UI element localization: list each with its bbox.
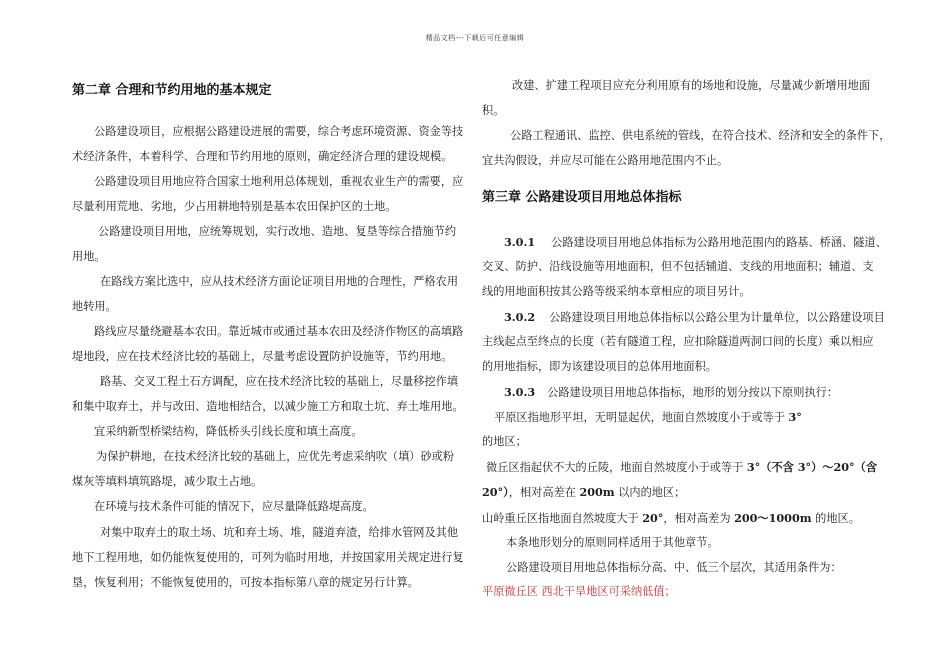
plain-area-definition xyxy=(494,405,802,431)
paragraph-line: 主线起点至终点的长度（若有隧道工程，应扣除隧道两洞口间的长度）乘以相应 xyxy=(482,335,874,348)
clause-3-0-3 xyxy=(504,380,838,406)
paragraph-line: 本条地形划分的原则同样适用于其他章节。 xyxy=(506,536,719,549)
paragraph-line: 公路建设项目，应根据公路建设进展的需要，综合考虑环境资源、资金等技 xyxy=(94,125,464,138)
paragraph-line: 宜采纳新型桥梁结构，降低桥头引线长度和填土高度。 xyxy=(94,425,363,438)
paragraph-line: 线的用地面积按其公路等级采纳本章相应的项目另计。 xyxy=(482,285,751,298)
paragraph-line: 的地区； xyxy=(482,435,527,448)
clause-3-0-2 xyxy=(504,305,885,331)
hill-area-definition xyxy=(486,455,877,481)
paragraph-line: 交叉、防护、沿线设施等用地面积，但不包括辅道、支线的用地面积；辅道、支 xyxy=(482,260,874,273)
text-span: ，相对高差为 xyxy=(663,512,731,525)
height-value: 200m xyxy=(579,485,615,499)
clause-number: 3.0.1 xyxy=(504,235,536,249)
height-range: 200～1000m xyxy=(734,511,812,525)
degree-value: 3° xyxy=(788,410,802,424)
chapter-3-title: 第三章 公路建设项目用地总体指标 xyxy=(482,190,682,205)
clause-text: 公路建设项目用地总体指标以公路公里为计量单位，以公路建设项目 xyxy=(549,311,885,324)
paragraph-line: 宜共沟假设，并应尽可能在公路用地范围内不止。 xyxy=(482,154,729,167)
paragraph-line: 路基、交叉工程土石方调配，应在技术经济比较的基础上，尽量移挖作填 xyxy=(100,375,459,388)
paragraph-line: 公路建设项目用地总体指标分高、中、低三个层次，其适用条件为： xyxy=(506,561,842,574)
text-span: 的地区。 xyxy=(815,512,860,525)
paragraph-line: 垦，恢复利用；不能恢复使用的，可按本指标第八章的规定另行计算。 xyxy=(72,576,419,589)
text-span: 微丘区指起伏不大的丘陵，地面自然坡度小于或等于 xyxy=(486,461,744,474)
highlighted-line: 平原微丘区 西北干旱地区可采纳低值； xyxy=(482,585,676,598)
clause-number: 3.0.2 xyxy=(504,310,536,324)
degree-value: 20°） xyxy=(482,485,509,499)
paragraph-line: 公路工程通讯、监控、供电系统的管线，在符合技术、经济和安全的条件下， xyxy=(510,129,891,142)
paragraph-line: 公路建设项目用地应符合国家土地利用总体规划，重视农业生产的需要，应 xyxy=(94,175,464,188)
clause-text: 公路建设项目用地总体指标，地形的划分按以下原则执行： xyxy=(547,386,839,399)
chapter-2-title: 第二章 合理和节约用地的基本规定 xyxy=(72,83,272,98)
paragraph-line: 路线应尽量绕避基本农田。靠近城市或通过基本农田及经济作物区的高填路 xyxy=(94,325,464,338)
paragraph-line: 和集中取弃土，并与改田、造地相结合，以减少施工方和取土坑、弃土堆用地。 xyxy=(72,400,464,413)
text-span: ，相对高差在 xyxy=(508,486,576,499)
text-span: 山岭重丘区指地面自然坡度大于 xyxy=(482,512,639,525)
degree-value: 20° xyxy=(642,511,664,525)
paragraph-line: 地转用。 xyxy=(72,300,117,313)
mountain-area-definition xyxy=(482,506,860,532)
paragraph-line: 积。 xyxy=(482,104,505,117)
clause-text: 公路建设项目用地总体指标为公路用地范围内的路基、桥涵、隧道、 xyxy=(551,236,887,249)
hill-area-definition-cont xyxy=(482,480,685,506)
text-span: 以内的地区； xyxy=(618,486,686,499)
paragraph-line: 公路建设项目用地，应统筹规划，实行改地、造地、复垦等综合措施节约 xyxy=(98,225,457,238)
paragraph-line: 地下工程用地，如仍能恢复使用的，可列为临时用地，并按国家用关规定进行复 xyxy=(72,551,464,564)
paragraph-line: 改建、扩建工程项目应充分利用原有的场地和设施，尽量减少新增用地面 xyxy=(512,79,871,92)
clause-number: 3.0.3 xyxy=(504,385,536,399)
clause-3-0-1 xyxy=(504,230,887,256)
paragraph-line: 在路线方案比选中，应从技术经济方面论证项目用地的合理性，严格农用 xyxy=(100,275,459,288)
paragraph-line: 堤地段，应在技术经济比较的基础上，尽量考虑设置防护设施等，节约用地。 xyxy=(72,350,453,363)
paragraph-line: 对集中取弃土的取土场、坑和弃土场、堆，隧道弃渣，给排水管网及其他 xyxy=(100,526,459,539)
paragraph-line: 的用地指标，即为该建设项目的总体用地面积。 xyxy=(482,360,717,373)
paragraph-line: 术经济条件，本着科学、合理和节约用地的原则，确定经济合理的建设规模。 xyxy=(72,150,453,163)
paragraph-line: 在环境与技术条件可能的情况下，应尽量降低路堤高度。 xyxy=(94,500,374,513)
paragraph-line: 尽量利用荒地、劣地，少占用耕地特别是基本农田保护区的土地。 xyxy=(72,200,397,213)
degree-range: 3°（不含 3°）～20°（含 xyxy=(746,460,878,474)
paragraph-line: 为保护耕地，在技术经济比较的基础上，应优先考虑采纳吹（填）砂或粉 xyxy=(96,450,455,463)
paragraph-line: 用地。 xyxy=(72,250,106,263)
text-span: 平原区指地形平坦，无明显起伏，地面自然坡度小于或等于 xyxy=(494,411,785,424)
page-header: 精品文档---下载后可任意编辑 xyxy=(425,34,525,42)
paragraph-line: 煤灰等填料填筑路堤，减少取土占地。 xyxy=(72,475,263,488)
